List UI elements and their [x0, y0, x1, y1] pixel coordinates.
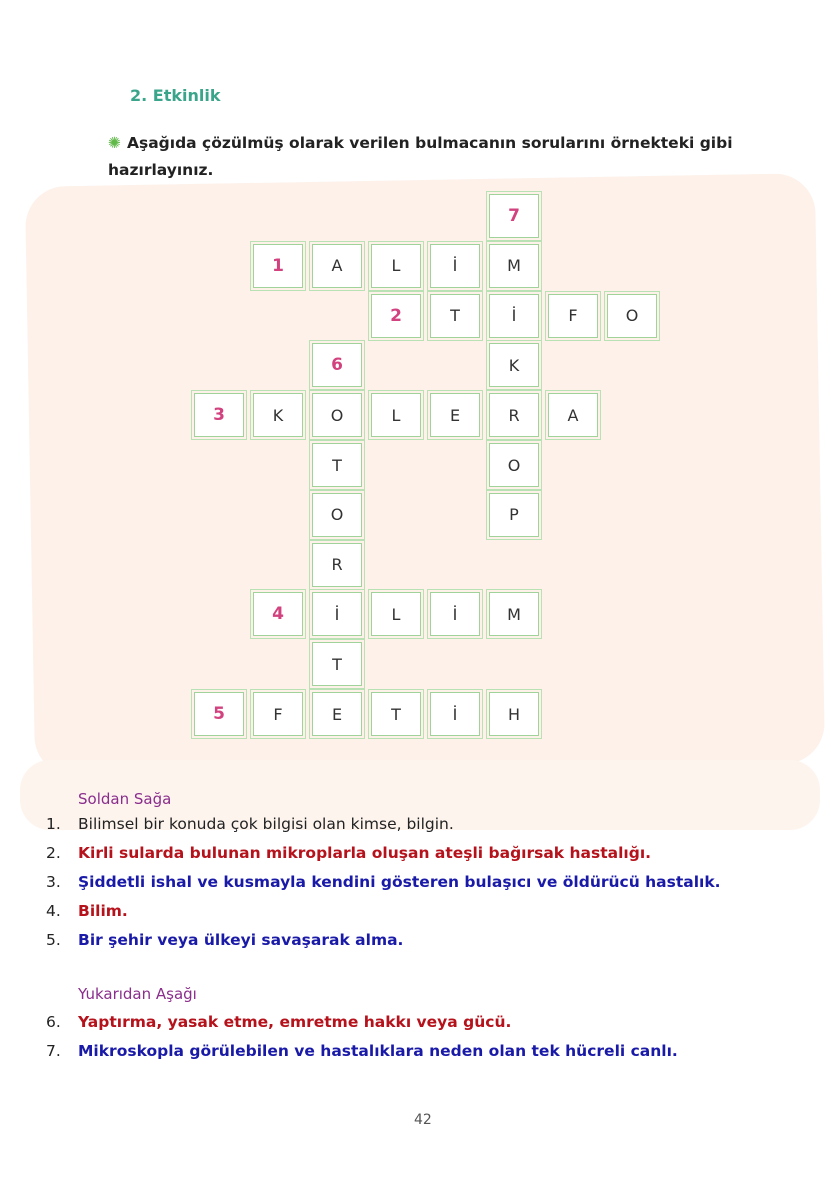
page-number: 42 [414, 1112, 432, 1128]
letter-cell: K [253, 393, 303, 437]
letter-cell: O [607, 294, 657, 338]
across-heading: Soldan Sağa [78, 790, 172, 808]
clue-number: 4. [46, 902, 61, 920]
star-bullet-icon: ✺ [108, 134, 121, 152]
instruction [108, 130, 748, 184]
letter-cell: A [312, 244, 362, 288]
clue-number-cell: 5 [194, 692, 244, 736]
clue-item [46, 873, 721, 891]
clue-number: 3. [46, 873, 61, 891]
clue-item [46, 902, 128, 920]
clue-number-cell: 1 [253, 244, 303, 288]
letter-cell: H [489, 692, 539, 736]
clue-item [46, 1042, 678, 1060]
letter-cell: R [312, 543, 362, 587]
clue-item [46, 1013, 511, 1031]
clue-number: 6. [46, 1013, 61, 1031]
letter-cell: T [312, 642, 362, 686]
clue-number: 7. [46, 1042, 61, 1060]
letter-cell: İ [430, 244, 480, 288]
clue-text: Bilimsel bir konuda çok bilgisi olan kimse, bilgin. [78, 815, 454, 833]
letter-cell: O [312, 393, 362, 437]
clue-number-cell: 7 [489, 194, 539, 238]
clue-text: Bir şehir veya ülkeyi savaşarak alma. [78, 931, 404, 949]
clue-text: Kirli sularda bulunan mikroplarla oluşan ateşli bağırsak hastalığı. [78, 844, 652, 862]
letter-cell: P [489, 493, 539, 537]
letter-cell: L [371, 244, 421, 288]
letter-cell: F [253, 692, 303, 736]
clue-item [46, 931, 403, 949]
letter-cell: L [371, 592, 421, 636]
clue-text: Mikroskopla görülebilen ve hastalıklara neden olan tek hücreli canlı. [78, 1042, 678, 1060]
clue-number: 5. [46, 931, 61, 949]
letter-cell: İ [489, 294, 539, 338]
clue-number: 2. [46, 844, 61, 862]
letter-cell: İ [312, 592, 362, 636]
activity-title: 2. Etkinlik [130, 86, 221, 105]
clue-number: 1. [46, 815, 61, 833]
clue-number-cell: 3 [194, 393, 244, 437]
letter-cell: İ [430, 692, 480, 736]
clue-number-cell: 2 [371, 294, 421, 338]
clue-text: Şiddetli ishal ve kusmayla kendini gösteren bulaşıcı ve öldürücü hastalık. [78, 873, 721, 891]
letter-cell: İ [430, 592, 480, 636]
letter-cell: E [430, 393, 480, 437]
letter-cell: R [489, 393, 539, 437]
letter-cell: O [312, 493, 362, 537]
letter-cell: M [489, 244, 539, 288]
letter-cell: A [548, 393, 598, 437]
down-heading: Yukarıdan Aşağı [78, 985, 197, 1003]
letter-cell: E [312, 692, 362, 736]
clue-item [46, 815, 454, 833]
clue-number-cell: 4 [253, 592, 303, 636]
letter-cell: T [430, 294, 480, 338]
clue-text: Yaptırma, yasak etme, emretme hakkı veya gücü. [78, 1013, 512, 1031]
letter-cell: M [489, 592, 539, 636]
letter-cell: O [489, 443, 539, 487]
clue-text: Bilim. [78, 902, 128, 920]
background-wash [25, 173, 825, 777]
clue-number-cell: 6 [312, 343, 362, 387]
letter-cell: T [371, 692, 421, 736]
letter-cell: F [548, 294, 598, 338]
instruction-text: Aşağıda çözülmüş olarak verilen bulmacanın sorularını örnekteki gibi hazırlayınız. [108, 134, 733, 179]
letter-cell: T [312, 443, 362, 487]
letter-cell: K [489, 343, 539, 387]
clue-item [46, 844, 651, 862]
letter-cell: L [371, 393, 421, 437]
